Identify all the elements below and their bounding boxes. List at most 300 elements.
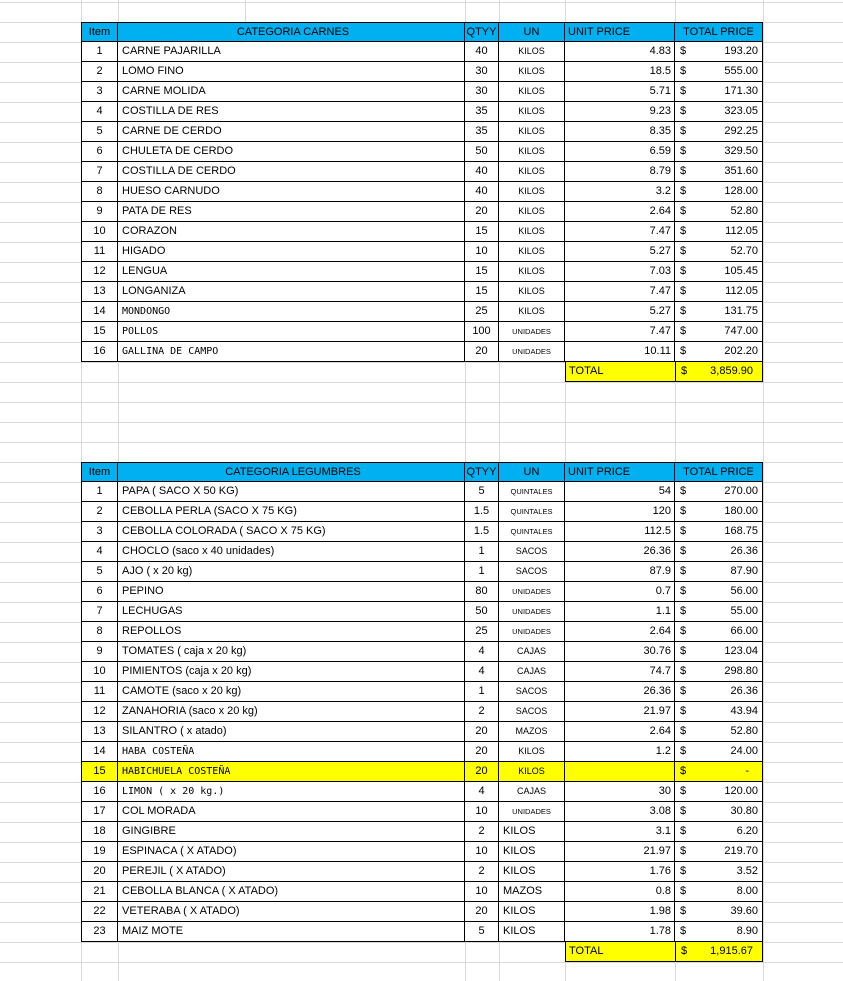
cell-unit-price[interactable]: 3.1 xyxy=(565,822,675,842)
cell-total-price[interactable] xyxy=(675,62,763,82)
amount: 6.20 xyxy=(736,825,758,837)
cell-item-number[interactable]: 20 xyxy=(81,862,118,882)
cell-total-price[interactable] xyxy=(675,882,763,902)
currency-symbol: $ xyxy=(680,125,687,137)
cell-qty[interactable]: 1.5 xyxy=(465,522,499,542)
cell-unit[interactable]: KILOS xyxy=(499,762,565,782)
cell-unit[interactable]: KILOS xyxy=(499,82,565,102)
amount: 171.30 xyxy=(724,85,758,97)
cell-item-number[interactable]: 11 xyxy=(81,682,118,702)
cell-unit[interactable]: KILOS xyxy=(499,302,565,322)
cell-item-number[interactable]: 14 xyxy=(81,742,118,762)
cell-total-price[interactable] xyxy=(675,742,763,762)
cell-item-number[interactable]: 10 xyxy=(81,662,118,682)
table-row xyxy=(81,762,763,782)
cell-unit[interactable]: UNIDADES xyxy=(499,322,565,342)
amount: 112.05 xyxy=(725,285,758,297)
cell-item-number[interactable]: 3 xyxy=(81,82,118,102)
cell-product-name[interactable]: CEBOLLA COLORADA ( SACO X 75 KG) xyxy=(118,522,465,542)
cell-qty[interactable]: 50 xyxy=(465,142,499,162)
cell-unit[interactable]: UNIDADES xyxy=(499,342,565,362)
cell-qty[interactable]: 20 xyxy=(465,902,499,922)
cell-total-price[interactable] xyxy=(675,502,763,522)
cell-unit[interactable]: KILOS xyxy=(499,62,565,82)
cell-unit[interactable]: SACOS xyxy=(499,702,565,722)
cell-unit-price[interactable]: 8.35 xyxy=(565,122,675,142)
cell-unit[interactable]: KILOS xyxy=(499,262,565,282)
cell-qty[interactable]: 40 xyxy=(465,162,499,182)
table-row xyxy=(81,842,763,862)
cell-product-name[interactable]: PEREJIL ( X ATADO) xyxy=(118,862,465,882)
cell-unit-price[interactable]: 5.27 xyxy=(565,302,675,322)
cell-unit[interactable]: KILOS xyxy=(499,222,565,242)
cell-unit-price[interactable] xyxy=(565,762,675,782)
cell-product-name[interactable]: CARNE PAJARILLA xyxy=(118,42,465,62)
cell-unit[interactable]: KILOS xyxy=(499,162,565,182)
table-row xyxy=(81,162,763,182)
cell-unit-price[interactable]: 2.64 xyxy=(565,202,675,222)
cell-unit-price[interactable]: 5.71 xyxy=(565,82,675,102)
amount: 26.36 xyxy=(730,685,758,697)
cell-qty[interactable]: 2 xyxy=(465,702,499,722)
header-item[interactable]: Item xyxy=(81,462,118,482)
cell-unit[interactable]: KILOS xyxy=(499,862,565,882)
cell-product-name[interactable]: HABA COSTEÑA xyxy=(118,742,465,762)
cell-product-name[interactable]: CEBOLLA BLANCA ( X ATADO) xyxy=(118,882,465,902)
cell-qty[interactable]: 15 xyxy=(465,262,499,282)
cell-unit-price[interactable]: 1.2 xyxy=(565,742,675,762)
cell-qty[interactable]: 1 xyxy=(465,682,499,702)
cell-item-number[interactable]: 9 xyxy=(81,642,118,662)
cell-unit-price[interactable]: 54 xyxy=(565,482,675,502)
cell-item-number[interactable]: 7 xyxy=(81,602,118,622)
cell-item-number[interactable]: 5 xyxy=(81,562,118,582)
currency-symbol: $ xyxy=(680,765,687,777)
cell-unit-price[interactable]: 30 xyxy=(565,782,675,802)
cell-unit[interactable]: KILOS xyxy=(499,902,565,922)
cell-product-name[interactable]: ESPINACA ( X ATADO) xyxy=(118,842,465,862)
cell-unit[interactable]: UNIDADES xyxy=(499,582,565,602)
cell-unit[interactable]: KILOS xyxy=(499,42,565,62)
cell-unit[interactable]: QUINTALES xyxy=(499,482,565,502)
cell-unit[interactable]: CAJAS xyxy=(499,662,565,682)
cell-qty[interactable]: 2 xyxy=(465,822,499,842)
cell-unit[interactable]: KILOS xyxy=(499,142,565,162)
cell-unit-price[interactable]: 112.5 xyxy=(565,522,675,542)
amount: 193.20 xyxy=(724,45,758,57)
header-category[interactable]: CATEGORIA LEGUMBRES xyxy=(118,462,465,482)
cell-item-number[interactable]: 15 xyxy=(81,322,118,342)
cell-item-number[interactable]: 22 xyxy=(81,902,118,922)
cell-total-price[interactable] xyxy=(675,782,763,802)
cell-unit[interactable]: UNIDADES xyxy=(499,602,565,622)
table-row xyxy=(81,182,763,202)
cell-qty[interactable]: 10 xyxy=(465,882,499,902)
cell-total-price[interactable] xyxy=(675,242,763,262)
header-unit-price[interactable]: UNIT PRICE xyxy=(565,462,675,482)
cell-product-name[interactable]: COSTILLA DE RES xyxy=(118,102,465,122)
cell-item-number[interactable]: 13 xyxy=(81,282,118,302)
cell-total-price[interactable] xyxy=(675,182,763,202)
amount: 30.80 xyxy=(730,805,758,817)
cell-item-number[interactable]: 1 xyxy=(81,42,118,62)
cell-item-number[interactable]: 4 xyxy=(81,102,118,122)
cell-unit-price[interactable]: 7.47 xyxy=(565,282,675,302)
cell-product-name[interactable]: PIMIENTOS (caja x 20 kg) xyxy=(118,662,465,682)
cell-unit-price[interactable]: 5.27 xyxy=(565,242,675,262)
currency-symbol: $ xyxy=(680,545,687,557)
cell-total-price[interactable] xyxy=(675,522,763,542)
cell-unit[interactable]: KILOS xyxy=(499,242,565,262)
amount: 219.70 xyxy=(724,845,758,857)
cell-item-number[interactable]: 13 xyxy=(81,722,118,742)
table-legumbres xyxy=(81,462,763,962)
header-category[interactable]: CATEGORIA CARNES xyxy=(118,22,465,42)
cell-qty[interactable]: 5 xyxy=(465,482,499,502)
cell-unit-price[interactable]: 0.7 xyxy=(565,582,675,602)
cell-unit[interactable]: UNIDADES xyxy=(499,622,565,642)
cell-unit[interactable]: QUINTALES xyxy=(499,522,565,542)
cell-product-name[interactable]: COL MORADA xyxy=(118,802,465,822)
cell-total-price[interactable] xyxy=(675,722,763,742)
cell-unit-price[interactable]: 3.2 xyxy=(565,182,675,202)
cell-product-name[interactable]: LIMON ( x 20 kg.) xyxy=(118,782,465,802)
cell-total-price[interactable] xyxy=(675,622,763,642)
cell-qty[interactable]: 10 xyxy=(465,842,499,862)
cell-qty[interactable]: 25 xyxy=(465,302,499,322)
cell-unit-price[interactable]: 10.11 xyxy=(565,342,675,362)
cell-product-name[interactable]: CHULETA DE CERDO xyxy=(118,142,465,162)
cell-product-name[interactable]: LOMO FINO xyxy=(118,62,465,82)
cell-qty[interactable]: 80 xyxy=(465,582,499,602)
amount: 112.05 xyxy=(725,225,758,237)
amount: 52.80 xyxy=(730,725,758,737)
cell-total-price[interactable] xyxy=(675,862,763,882)
cell-unit-price[interactable]: 120 xyxy=(565,502,675,522)
cell-qty[interactable]: 40 xyxy=(465,182,499,202)
cell-item-number[interactable]: 5 xyxy=(81,122,118,142)
cell-qty[interactable]: 4 xyxy=(465,662,499,682)
header-item[interactable]: Item xyxy=(81,22,118,42)
cell-item-number[interactable]: 9 xyxy=(81,202,118,222)
cell-qty[interactable]: 35 xyxy=(465,122,499,142)
amount: 123.04 xyxy=(724,645,758,657)
cell-qty[interactable]: 30 xyxy=(465,62,499,82)
cell-qty[interactable]: 20 xyxy=(465,762,499,782)
amount: 747.00 xyxy=(724,325,758,337)
cell-total-price[interactable] xyxy=(675,162,763,182)
cell-unit[interactable]: UNIDADES xyxy=(499,802,565,822)
header-total-price[interactable]: TOTAL PRICE xyxy=(675,462,763,482)
cell-product-name[interactable]: CARNE DE CERDO xyxy=(118,122,465,142)
header-qty[interactable]: QTYY xyxy=(465,462,499,482)
cell-unit[interactable]: KILOS xyxy=(499,922,565,942)
cell-product-name[interactable]: MONDONGO xyxy=(118,302,465,322)
cell-unit[interactable]: MAZOS xyxy=(499,722,565,742)
cell-unit-price[interactable]: 74.7 xyxy=(565,662,675,682)
cell-unit[interactable]: CAJAS xyxy=(499,782,565,802)
cell-qty[interactable]: 10 xyxy=(465,242,499,262)
cell-qty[interactable]: 30 xyxy=(465,82,499,102)
cell-product-name[interactable]: LONGANIZA xyxy=(118,282,465,302)
cell-total-price[interactable] xyxy=(675,902,763,922)
cell-qty[interactable]: 35 xyxy=(465,102,499,122)
cell-total-price[interactable] xyxy=(675,482,763,502)
amount: 43.94 xyxy=(730,705,758,717)
cell-total-price[interactable] xyxy=(675,302,763,322)
cell-item-number[interactable]: 18 xyxy=(81,822,118,842)
cell-item-number[interactable]: 2 xyxy=(81,502,118,522)
currency-symbol: $ xyxy=(680,845,687,857)
table-row xyxy=(81,82,763,102)
cell-item-number[interactable]: 6 xyxy=(81,142,118,162)
cell-unit[interactable]: QUINTALES xyxy=(499,502,565,522)
cell-total-price[interactable] xyxy=(675,542,763,562)
cell-product-name[interactable]: COSTILLA DE CERDO xyxy=(118,162,465,182)
cell-product-name[interactable]: POLLOS xyxy=(118,322,465,342)
cell-qty[interactable]: 100 xyxy=(465,322,499,342)
cell-product-name[interactable]: PEPINO xyxy=(118,582,465,602)
cell-total-price[interactable] xyxy=(675,342,763,362)
cell-total-price[interactable] xyxy=(675,762,763,782)
table-carnes xyxy=(81,22,763,382)
cell-item-number[interactable]: 4 xyxy=(81,542,118,562)
cell-total-price[interactable] xyxy=(675,662,763,682)
cell-unit[interactable]: KILOS xyxy=(499,822,565,842)
cell-product-name[interactable]: LECHUGAS xyxy=(118,602,465,622)
cell-product-name[interactable]: HABICHUELA COSTEÑA xyxy=(118,762,465,782)
cell-item-number[interactable]: 16 xyxy=(81,342,118,362)
cell-total-price[interactable] xyxy=(675,262,763,282)
amount: 298.80 xyxy=(724,665,758,677)
cell-qty[interactable]: 20 xyxy=(465,742,499,762)
cell-total-price[interactable] xyxy=(675,322,763,342)
table-row xyxy=(81,742,763,762)
cell-item-number[interactable]: 17 xyxy=(81,802,118,822)
cell-product-name[interactable]: MAIZ MOTE xyxy=(118,922,465,942)
cell-unit-price[interactable]: 7.03 xyxy=(565,262,675,282)
cell-product-name[interactable]: VETERABA ( X ATADO) xyxy=(118,902,465,922)
cell-total-price[interactable] xyxy=(675,122,763,142)
currency-symbol: $ xyxy=(680,885,687,897)
header-unit-price[interactable]: UNIT PRICE xyxy=(565,22,675,42)
cell-total-price[interactable] xyxy=(675,82,763,102)
cell-product-name[interactable]: CARNE MOLIDA xyxy=(118,82,465,102)
cell-unit-price[interactable]: 9.23 xyxy=(565,102,675,122)
amount: 202.20 xyxy=(724,345,758,357)
cell-total-price[interactable] xyxy=(675,142,763,162)
cell-unit-price[interactable]: 8.79 xyxy=(565,162,675,182)
total-amount-cell[interactable] xyxy=(675,362,763,382)
cell-item-number[interactable]: 7 xyxy=(81,162,118,182)
cell-product-name[interactable]: HIGADO xyxy=(118,242,465,262)
cell-unit[interactable]: SACOS xyxy=(499,682,565,702)
cell-item-number[interactable]: 8 xyxy=(81,622,118,642)
currency-symbol: $ xyxy=(680,505,687,517)
table-row xyxy=(81,122,763,142)
cell-total-price[interactable] xyxy=(675,842,763,862)
cell-unit[interactable]: CAJAS xyxy=(499,642,565,662)
cell-product-name[interactable]: HUESO CARNUDO xyxy=(118,182,465,202)
cell-item-number[interactable]: 15 xyxy=(81,762,118,782)
cell-unit-price[interactable]: 3.08 xyxy=(565,802,675,822)
cell-qty[interactable]: 4 xyxy=(465,782,499,802)
cell-item-number[interactable]: 16 xyxy=(81,782,118,802)
currency-symbol: $ xyxy=(681,945,688,957)
amount: 55.00 xyxy=(730,605,758,617)
cell-qty[interactable]: 25 xyxy=(465,622,499,642)
cell-item-number[interactable]: 11 xyxy=(81,242,118,262)
cell-item-number[interactable]: 21 xyxy=(81,882,118,902)
amount: 26.36 xyxy=(730,545,758,557)
currency-symbol: $ xyxy=(680,785,687,797)
cell-total-price[interactable] xyxy=(675,282,763,302)
cell-qty[interactable]: 20 xyxy=(465,202,499,222)
cell-qty[interactable]: 2 xyxy=(465,862,499,882)
amount: 270.00 xyxy=(724,485,758,497)
cell-item-number[interactable]: 23 xyxy=(81,922,118,942)
cell-item-number[interactable]: 6 xyxy=(81,582,118,602)
cell-product-name[interactable]: ZANAHORIA (saco x 20 kg) xyxy=(118,702,465,722)
cell-unit-price[interactable]: 26.36 xyxy=(565,542,675,562)
cell-unit-price[interactable]: 7.47 xyxy=(565,222,675,242)
cell-product-name[interactable]: PAPA ( SACO X 50 KG) xyxy=(118,482,465,502)
cell-product-name[interactable]: PATA DE RES xyxy=(118,202,465,222)
amount: 329.50 xyxy=(724,145,758,157)
amount: 120.00 xyxy=(724,785,758,797)
cell-product-name[interactable]: TOMATES ( caja x 20 kg) xyxy=(118,642,465,662)
cell-item-number[interactable]: 14 xyxy=(81,302,118,322)
cell-unit[interactable]: SACOS xyxy=(499,562,565,582)
cell-qty[interactable]: 20 xyxy=(465,342,499,362)
cell-unit[interactable]: KILOS xyxy=(499,182,565,202)
cell-total-price[interactable] xyxy=(675,602,763,622)
cell-unit-price[interactable]: 30.76 xyxy=(565,642,675,662)
header-un[interactable]: UN xyxy=(499,22,565,42)
cell-unit-price[interactable]: 87.9 xyxy=(565,562,675,582)
cell-unit[interactable]: SACOS xyxy=(499,542,565,562)
cell-unit-price[interactable]: 1.76 xyxy=(565,862,675,882)
cell-qty[interactable]: 1 xyxy=(465,542,499,562)
cell-qty[interactable]: 20 xyxy=(465,722,499,742)
total-label-cell[interactable]: TOTAL xyxy=(565,362,675,382)
cell-unit-price[interactable]: 0.8 xyxy=(565,882,675,902)
cell-unit[interactable]: KILOS xyxy=(499,122,565,142)
cell-item-number[interactable]: 2 xyxy=(81,62,118,82)
cell-product-name[interactable]: CHOCLO (saco x 40 unidades) xyxy=(118,542,465,562)
cell-unit[interactable]: KILOS xyxy=(499,102,565,122)
cell-item-number[interactable]: 19 xyxy=(81,842,118,862)
currency-symbol: $ xyxy=(680,725,687,737)
cell-unit-price[interactable]: 26.36 xyxy=(565,682,675,702)
currency-symbol: $ xyxy=(680,65,687,77)
table-row xyxy=(81,882,763,902)
cell-product-name[interactable]: GINGIBRE xyxy=(118,822,465,842)
cell-item-number[interactable]: 8 xyxy=(81,182,118,202)
cell-unit-price[interactable]: 18.5 xyxy=(565,62,675,82)
cell-total-price[interactable] xyxy=(675,102,763,122)
cell-product-name[interactable]: AJO ( x 20 kg) xyxy=(118,562,465,582)
cell-unit[interactable]: MAZOS xyxy=(499,882,565,902)
total-amount: 1,915.67 xyxy=(710,945,753,957)
cell-total-price[interactable] xyxy=(675,642,763,662)
cell-unit[interactable]: KILOS xyxy=(499,282,565,302)
cell-total-price[interactable] xyxy=(675,202,763,222)
cell-qty[interactable]: 15 xyxy=(465,282,499,302)
cell-total-price[interactable] xyxy=(675,562,763,582)
cell-qty[interactable]: 15 xyxy=(465,222,499,242)
cell-unit-price[interactable]: 7.47 xyxy=(565,322,675,342)
cell-unit[interactable]: KILOS xyxy=(499,842,565,862)
table-row xyxy=(81,862,763,882)
table-row xyxy=(81,522,763,542)
cell-total-price[interactable] xyxy=(675,222,763,242)
cell-unit-price[interactable]: 4.83 xyxy=(565,42,675,62)
cell-qty[interactable]: 5 xyxy=(465,922,499,942)
cell-qty[interactable]: 50 xyxy=(465,602,499,622)
cell-unit-price[interactable]: 21.97 xyxy=(565,702,675,722)
cell-unit-price[interactable]: 1.1 xyxy=(565,602,675,622)
cell-unit-price[interactable]: 2.64 xyxy=(565,622,675,642)
table-row xyxy=(81,582,763,602)
cell-qty[interactable]: 10 xyxy=(465,802,499,822)
cell-total-price[interactable] xyxy=(675,802,763,822)
gridline xyxy=(245,0,246,22)
cell-item-number[interactable]: 12 xyxy=(81,702,118,722)
cell-unit-price[interactable]: 1.78 xyxy=(565,922,675,942)
table-row xyxy=(81,662,763,682)
cell-item-number[interactable]: 10 xyxy=(81,222,118,242)
cell-unit[interactable]: KILOS xyxy=(499,742,565,762)
cell-product-name[interactable]: CAMOTE (saco x 20 kg) xyxy=(118,682,465,702)
cell-item-number[interactable]: 3 xyxy=(81,522,118,542)
cell-unit-price[interactable]: 1.98 xyxy=(565,902,675,922)
cell-product-name[interactable]: GALLINA DE CAMPO xyxy=(118,342,465,362)
cell-product-name[interactable]: REPOLLOS xyxy=(118,622,465,642)
amount: 128.00 xyxy=(724,185,758,197)
cell-unit[interactable]: KILOS xyxy=(499,202,565,222)
cell-qty[interactable]: 1 xyxy=(465,562,499,582)
cell-unit-price[interactable]: 6.59 xyxy=(565,142,675,162)
header-un[interactable]: UN xyxy=(499,462,565,482)
cell-item-number[interactable]: 1 xyxy=(81,482,118,502)
cell-product-name[interactable]: LENGUA xyxy=(118,262,465,282)
cell-total-price[interactable] xyxy=(675,922,763,942)
total-amount-cell[interactable] xyxy=(675,942,763,962)
currency-symbol: $ xyxy=(680,645,687,657)
cell-total-price[interactable] xyxy=(675,682,763,702)
cell-qty[interactable]: 4 xyxy=(465,642,499,662)
cell-qty[interactable]: 1.5 xyxy=(465,502,499,522)
gridline xyxy=(763,0,764,981)
cell-product-name[interactable]: CEBOLLA PERLA (SACO X 75 KG) xyxy=(118,502,465,522)
cell-qty[interactable]: 40 xyxy=(465,42,499,62)
cell-total-price[interactable] xyxy=(675,822,763,842)
total-label-cell[interactable]: TOTAL xyxy=(565,942,675,962)
cell-unit-price[interactable]: 2.64 xyxy=(565,722,675,742)
cell-unit-price[interactable]: 21.97 xyxy=(565,842,675,862)
cell-total-price[interactable] xyxy=(675,582,763,602)
cell-product-name[interactable]: CORAZON xyxy=(118,222,465,242)
table-row xyxy=(81,802,763,822)
table-row xyxy=(81,322,763,342)
header-qty[interactable]: QTYY xyxy=(465,22,499,42)
cell-item-number[interactable]: 12 xyxy=(81,262,118,282)
header-total-price[interactable]: TOTAL PRICE xyxy=(675,22,763,42)
cell-total-price[interactable] xyxy=(675,42,763,62)
cell-total-price[interactable] xyxy=(675,702,763,722)
cell-product-name[interactable]: SILANTRO ( x atado) xyxy=(118,722,465,742)
